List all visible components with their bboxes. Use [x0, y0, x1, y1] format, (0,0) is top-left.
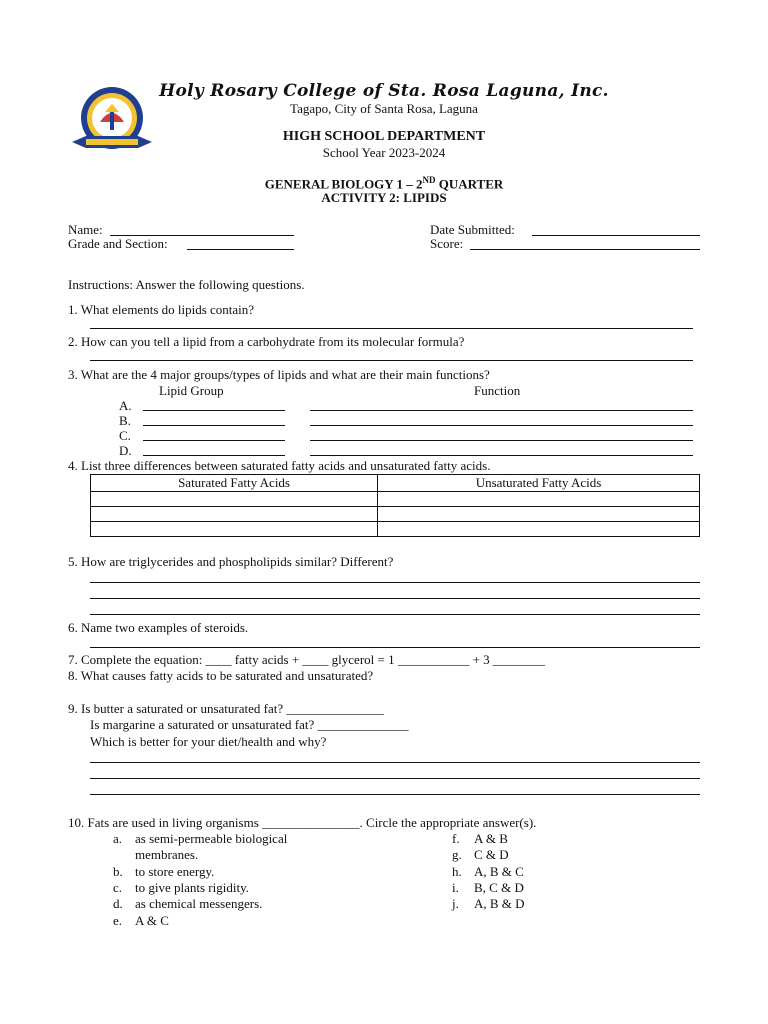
answer-line[interactable]	[90, 360, 693, 361]
score-label: Score:	[430, 236, 464, 251]
answer-line[interactable]	[90, 794, 700, 795]
question-1: 1. What elements do lipids contain?	[68, 302, 255, 317]
lipid-group-line[interactable]	[143, 455, 285, 456]
activity-title: ACTIVITY 2: LIPIDS	[321, 190, 447, 205]
school-year: School Year 2023-2024	[322, 145, 446, 160]
college-address: Tagapo, City of Santa Rosa, Laguna	[290, 101, 478, 116]
function-line[interactable]	[310, 440, 693, 441]
lipid-group-line[interactable]	[143, 425, 285, 426]
choice-letter: e.	[113, 913, 123, 928]
choice-letter: h.	[452, 864, 462, 879]
table-header: Unsaturated Fatty Acids	[378, 475, 700, 492]
choice-letter: d.	[113, 896, 123, 911]
list-letter: C.	[119, 428, 131, 443]
table-header: Saturated Fatty Acids	[91, 475, 378, 492]
choice-text[interactable]: to store energy.	[135, 864, 215, 879]
question-9a: 9. Is butter a saturated or unsaturated fat? _______________	[68, 701, 384, 716]
table-row	[91, 522, 700, 537]
lipid-group-line[interactable]	[143, 410, 285, 411]
answer-line[interactable]	[90, 778, 700, 779]
choice-letter: j.	[452, 896, 459, 911]
table-cell[interactable]	[91, 522, 378, 537]
table-cell[interactable]	[91, 492, 378, 507]
table-cell[interactable]	[378, 522, 700, 537]
question-8: 8. What causes fatty acids to be saturated and unsaturated?	[68, 668, 374, 683]
table-header-row	[91, 475, 700, 492]
choice-text[interactable]: as semi-permeable biological	[135, 831, 288, 846]
choice-text[interactable]: A & C	[135, 913, 169, 928]
list-letter: A.	[119, 398, 132, 413]
choice-text[interactable]: to give plants rigidity.	[135, 880, 249, 895]
question-7: 7. Complete the equation: ____ fatty acids + ____ glycerol = 1 ___________ + 3 ________	[68, 652, 545, 667]
question-5: 5. How are triglycerides and phospholipids similar? Different?	[68, 554, 394, 569]
date-label: Date Submitted:	[430, 222, 515, 237]
list-letter: D.	[119, 443, 132, 458]
question-2: 2. How can you tell a lipid from a carbohydrate from its molecular formula?	[68, 334, 465, 349]
choice-text[interactable]: B, C & D	[474, 880, 524, 895]
function-line[interactable]	[310, 455, 693, 456]
answer-line[interactable]	[90, 582, 700, 583]
table-cell[interactable]	[378, 492, 700, 507]
choice-text[interactable]: as chemical messengers.	[135, 896, 263, 911]
function-line[interactable]	[310, 425, 693, 426]
function-header: Function	[474, 383, 521, 398]
answer-line[interactable]	[90, 598, 700, 599]
choice-letter: g.	[452, 847, 462, 862]
answer-line[interactable]	[90, 328, 693, 329]
choice-text[interactable]: A, B & C	[474, 864, 524, 879]
college-name: Holy Rosary College of Sta. Rosa Laguna, Inc.	[159, 81, 609, 101]
choice-letter: b.	[113, 864, 123, 879]
choice-text[interactable]: membranes.	[135, 847, 199, 862]
answer-line[interactable]	[90, 762, 700, 763]
table-row	[91, 507, 700, 522]
table-cell[interactable]	[91, 507, 378, 522]
question-9b: Is margarine a saturated or unsaturated fat? ______________	[90, 717, 409, 732]
function-line[interactable]	[310, 410, 693, 411]
list-letter: B.	[119, 413, 131, 428]
date-field[interactable]	[532, 235, 700, 236]
lipid-group-line[interactable]	[143, 440, 285, 441]
department: HIGH SCHOOL DEPARTMENT	[282, 129, 486, 144]
choice-text[interactable]: C & D	[474, 847, 509, 862]
answer-line[interactable]	[90, 614, 700, 615]
instructions: Instructions: Answer the following questions.	[68, 277, 305, 292]
grade-label: Grade and Section:	[68, 236, 168, 251]
table-cell[interactable]	[378, 507, 700, 522]
lipid-group-header: Lipid Group	[159, 383, 224, 398]
question-9c: Which is better for your diet/health and why?	[90, 734, 327, 749]
question-3: 3. What are the 4 major groups/types of lipids and what are their main functions?	[68, 367, 490, 382]
grade-field[interactable]	[187, 249, 294, 250]
name-label: Name:	[68, 222, 103, 237]
question-6: 6. Name two examples of steroids.	[68, 620, 249, 635]
fatty-acids-table	[90, 474, 700, 537]
choice-letter: c.	[113, 880, 123, 895]
choice-letter: f.	[452, 831, 460, 846]
choice-text[interactable]: A, B & D	[474, 896, 525, 911]
choice-letter: a.	[113, 831, 123, 846]
answer-line[interactable]	[90, 647, 700, 648]
course-title: GENERAL BIOLOGY 1 – 2ND QUARTER	[264, 175, 504, 192]
question-4: 4. List three differences between saturated fatty acids and unsaturated fatty acids.	[68, 458, 491, 473]
table-row	[91, 492, 700, 507]
score-field[interactable]	[470, 249, 700, 250]
choice-text[interactable]: A & B	[474, 831, 508, 846]
question-10: 10. Fats are used in living organisms _______________. Circle the appropriate answer(s).	[68, 815, 537, 830]
choice-letter: i.	[452, 880, 459, 895]
